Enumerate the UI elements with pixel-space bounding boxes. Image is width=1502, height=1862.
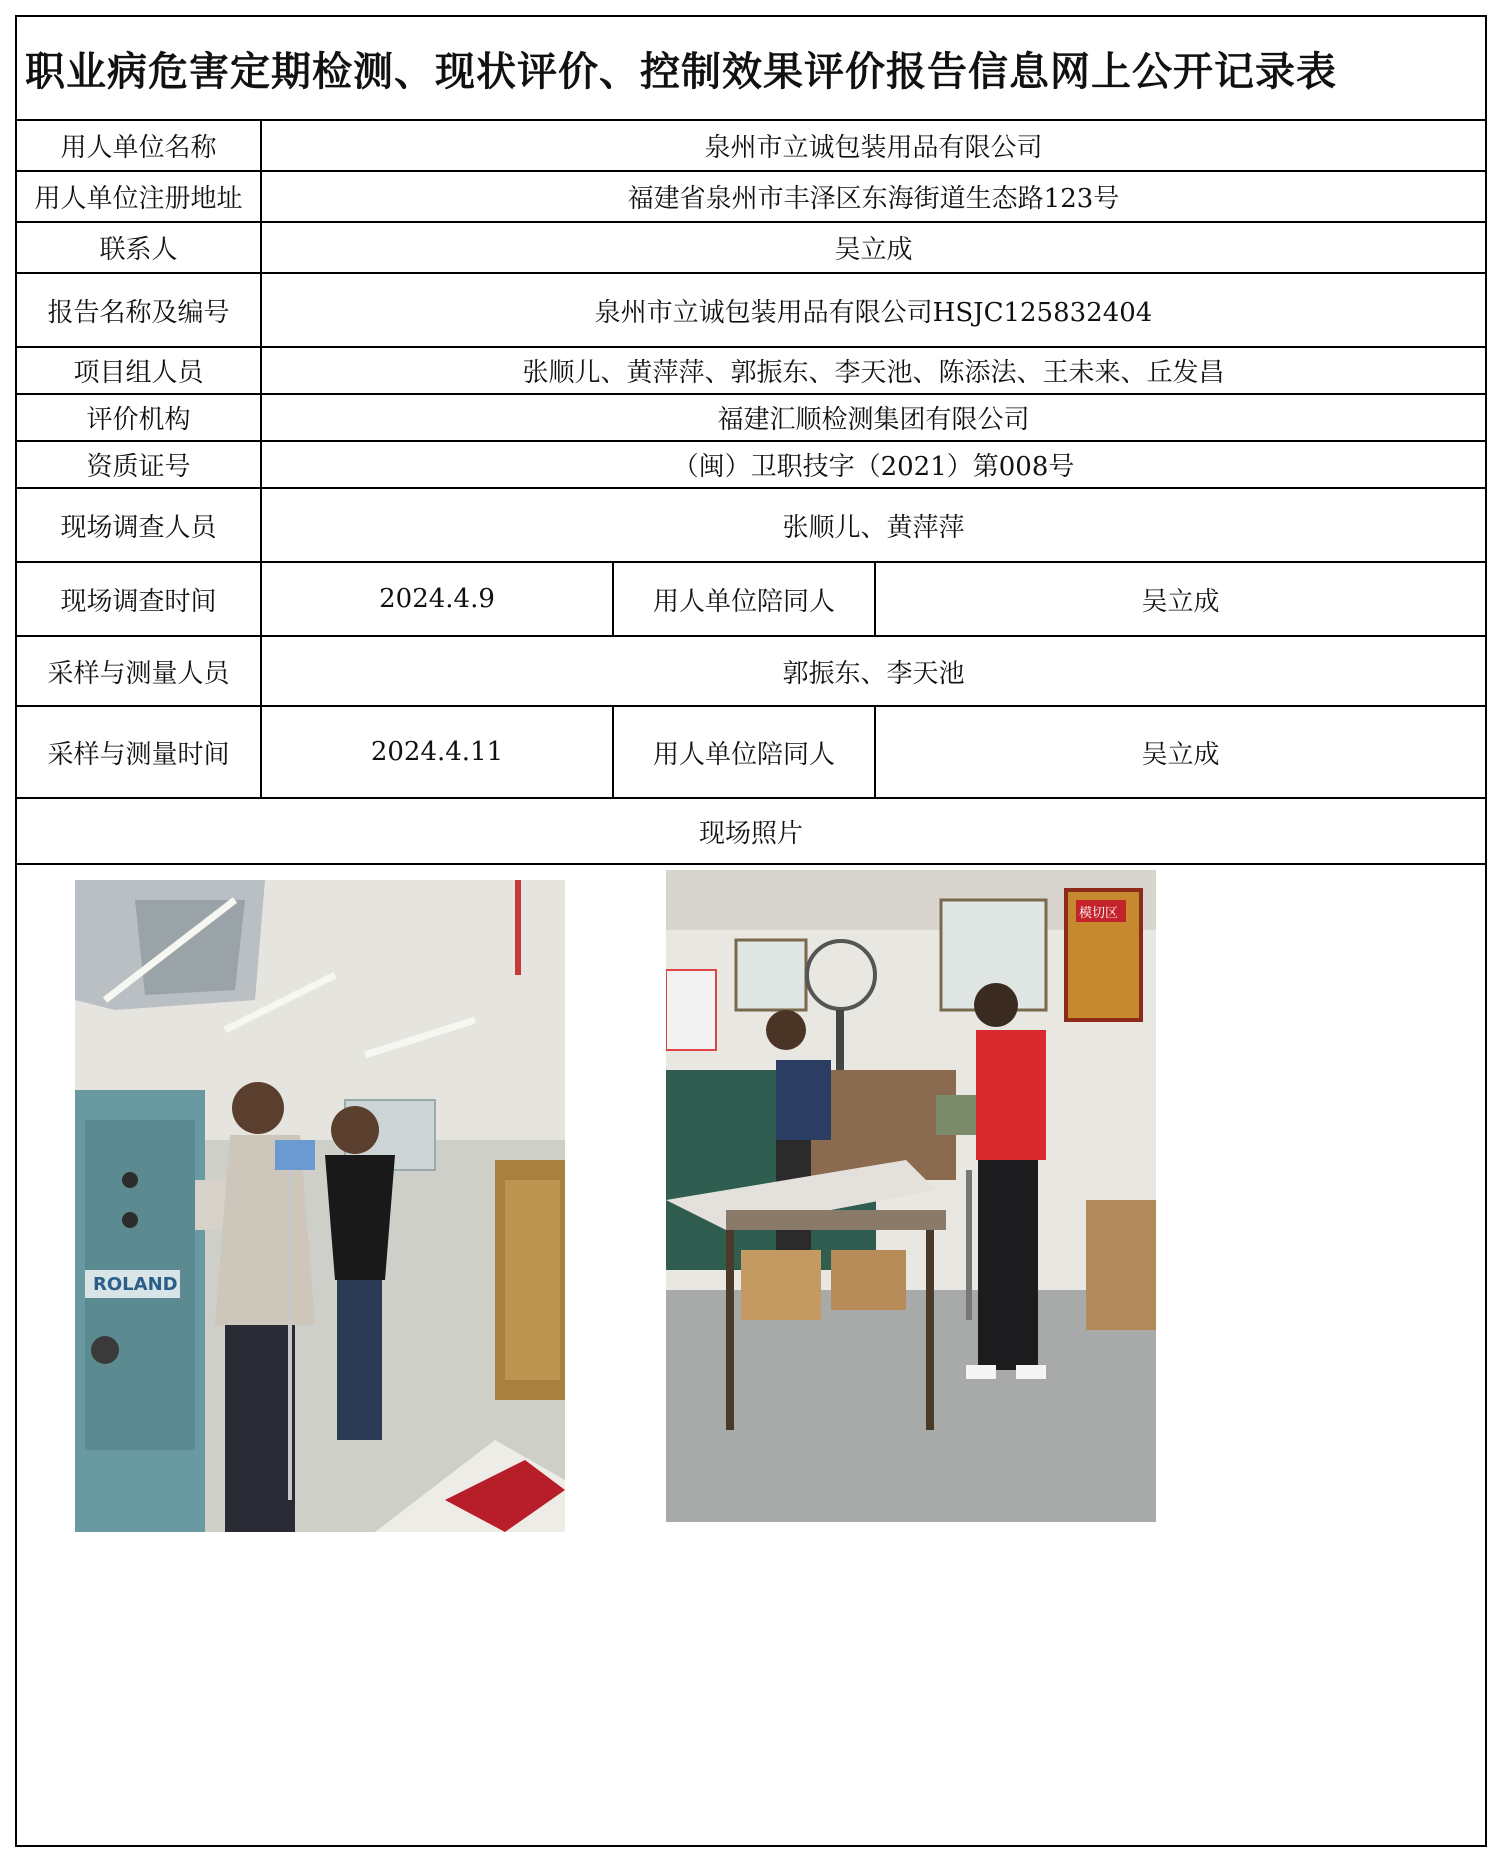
die-cut-area-sign: 模切区 [1079, 906, 1119, 921]
label-report: 报告名称及编号 [17, 274, 262, 346]
value-sampling-staff: 郭振东、李天池 [782, 658, 965, 689]
roland-sign: ROLAND [93, 1274, 178, 1295]
photo-die-cutting-area [666, 870, 1156, 1522]
title-row [17, 17, 1485, 121]
row-team [17, 348, 1485, 395]
value-unit-name: 泉州市立诚包装用品有限公司 [704, 133, 1043, 163]
label-team: 项目组人员 [17, 348, 262, 393]
value-report: 泉州市立诚包装用品有限公司HSJC125832404 [594, 297, 1153, 328]
value-license: （闽）卫职技字（2021）第008号 [672, 452, 1075, 482]
label-unit-name: 用人单位名称 [17, 121, 262, 170]
row-agency [17, 395, 1485, 442]
row-photos-header [17, 799, 1485, 865]
value-survey-time: 2024.4.9 [262, 563, 614, 635]
value-contact: 吴立成 [834, 235, 913, 265]
page-title: 职业病危害定期检测、现状评价、控制效果评价报告信息网上公开记录表 [25, 48, 1337, 95]
label-sampling-companion: 用人单位陪同人 [614, 707, 876, 797]
label-survey-time: 现场调查时间 [17, 563, 262, 635]
value-survey-companion: 吴立成 [1141, 586, 1220, 617]
photos-header: 现场照片 [698, 818, 803, 849]
label-contact: 联系人 [17, 223, 262, 272]
label-address: 用人单位注册地址 [17, 172, 262, 221]
value-address: 福建省泉州市丰泽区东海街道生态路123号 [627, 184, 1120, 214]
row-sampling-time [17, 707, 1485, 799]
row-address [17, 172, 1485, 223]
photo-printing-press [75, 880, 565, 1532]
value-sampling-time: 2024.4.11 [262, 707, 614, 797]
row-report [17, 274, 1485, 348]
row-sampling-staff [17, 637, 1485, 707]
row-contact [17, 223, 1485, 274]
value-agency: 福建汇顺检测集团有限公司 [717, 405, 1030, 435]
row-unit-name [17, 121, 1485, 172]
label-survey-companion: 用人单位陪同人 [614, 563, 876, 635]
value-team: 张顺儿、黄萍萍、郭振东、李天池、陈添法、王未来、丘发昌 [522, 358, 1225, 388]
record-table [15, 15, 1487, 1847]
label-agency: 评价机构 [17, 395, 262, 440]
label-sampling-time: 采样与测量时间 [17, 707, 262, 797]
label-sampling-staff: 采样与测量人员 [17, 637, 262, 705]
row-license [17, 442, 1485, 489]
label-survey-staff: 现场调查人员 [17, 489, 262, 561]
value-survey-staff: 张顺儿、黄萍萍 [782, 512, 965, 543]
label-license: 资质证号 [17, 442, 262, 487]
row-survey-time [17, 563, 1485, 637]
row-survey-staff [17, 489, 1485, 563]
value-sampling-companion: 吴立成 [1141, 739, 1220, 770]
